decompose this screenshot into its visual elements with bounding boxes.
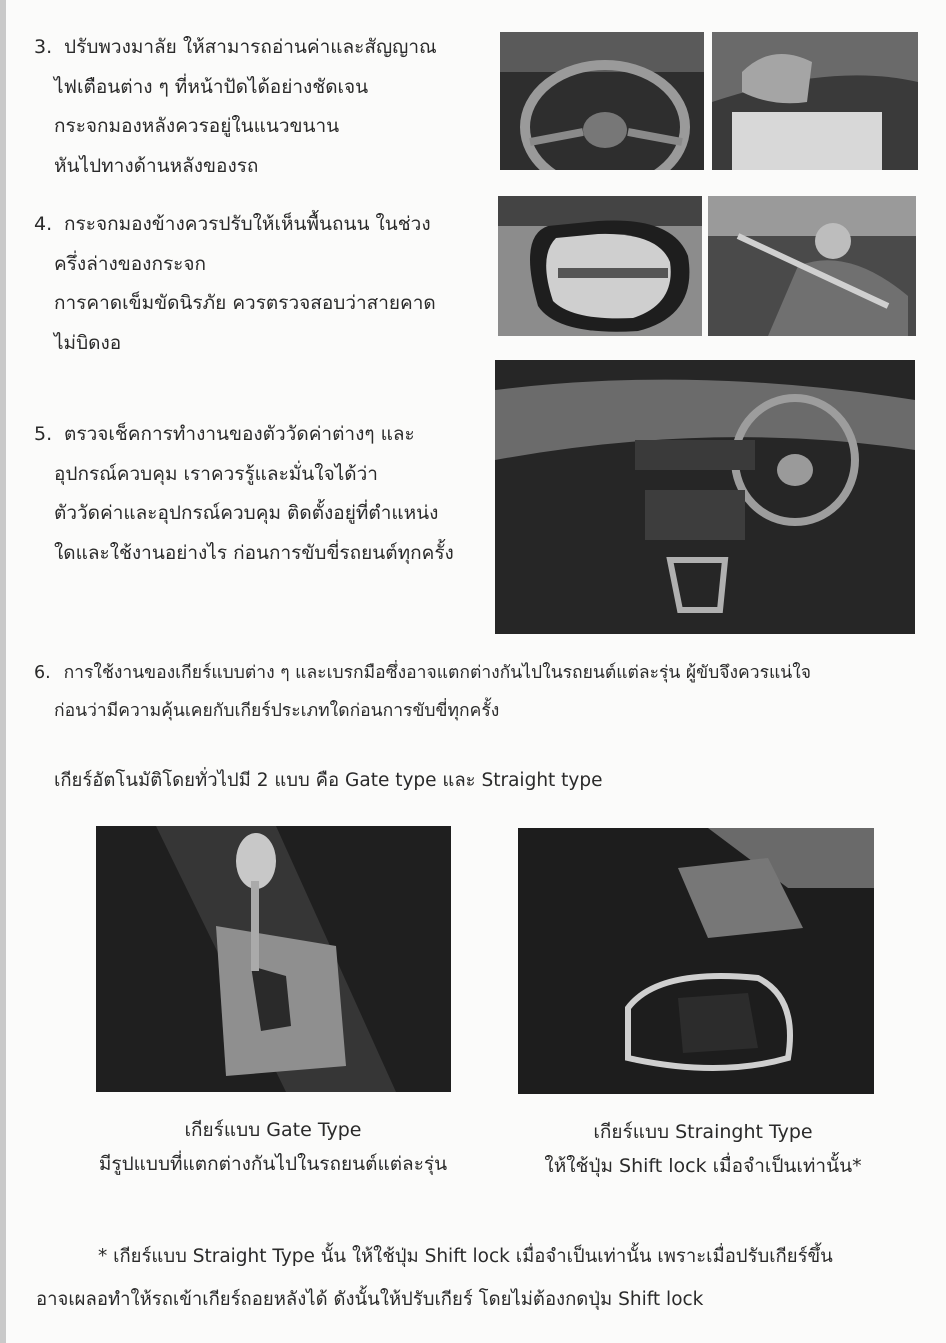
steering-wheel-photo	[500, 32, 704, 170]
gear-types-intro: เกียร์อัตโนมัติโดยทั่วไปมี 2 แบบ คือ Gate type และ Straight type	[54, 770, 603, 791]
step-3-line-4: หันไปทางด้านหลังของรถ	[54, 154, 259, 177]
gate-type-caption-desc: มีรูปแบบที่แตกต่างกันไปในรถยนต์แต่ละรุ่น	[98, 1153, 448, 1175]
step-6-number: 6.	[34, 663, 51, 683]
straight-type-caption	[500, 1115, 906, 1183]
step-3-line-1: ปรับพวงมาลัย ให้สามารถอ่านค่าและสัญญาณ	[64, 36, 437, 58]
footnote-line-1: * เกียร์แบบ Straight Type นั้น ให้ใช้ปุ่ม Shift lock เมื่อจำเป็นเท่านั้น เพราะเมื่อปรับเกียร์ขึ้น	[98, 1246, 833, 1267]
footnote-line-2: อาจเผลอทำให้รถเข้าเกียร์ถอยหลังได้ ดังนั้นให้ปรับเกียร์ โดยไม่ต้องกดปุ่ม Shift lock	[36, 1289, 704, 1310]
gate-type-caption-title: เกียร์แบบ Gate Type	[184, 1119, 362, 1141]
step-6	[34, 654, 811, 730]
step-5-number: 5.	[34, 423, 53, 445]
step-6-line-1: การใช้งานของเกียร์แบบต่าง ๆ และเบรกมือซึ่งอาจแตกต่างกันไปในรถยนต์แต่ละรุ่น ผู้ขับจึงควรแน่ใจ	[63, 663, 812, 683]
step-4-line-3: การคาดเข็มขัดนิรภัย ควรตรวจสอบว่าสายคาด	[54, 292, 436, 314]
step-5-line-2: อุปกรณ์ควบคุม เราควรรู้และมั่นใจได้ว่า	[54, 462, 378, 485]
step-3-line-3: กระจกมองหลังควรอยู่ในแนวขนาน	[54, 115, 340, 137]
rearview-mirror-photo	[712, 32, 918, 170]
straight-type-caption-desc: ให้ใช้ปุ่ม Shift lock เมื่อจำเป็นเท่านั้น*	[544, 1155, 862, 1177]
step-3	[34, 28, 437, 186]
step-3-line-2: ไฟเตือนต่าง ๆ ที่หน้าปัดได้อย่างชัดเจน	[54, 75, 369, 98]
step-4	[34, 205, 436, 363]
straight-type-caption-title: เกียร์แบบ Strainght Type	[593, 1121, 813, 1143]
step-5-line-1: ตรวจเช็คการทำงานของตัววัดค่าต่างๆ และ	[64, 423, 415, 445]
step-6-line-2: ก่อนว่ามีความคุ้นเคยกับเกียร์ประเภทใดก่อนการขับขี่ทุกครั้ง	[54, 701, 500, 721]
step-4-line-2: ครึ่งล่างของกระจก	[54, 252, 207, 275]
step-5-line-3: ตัววัดค่าและอุปกรณ์ควบคุม ติดตั้งอยู่ที่ตำแหน่ง	[54, 502, 439, 524]
step-4-line-4: ไม่บิดงอ	[54, 331, 122, 354]
seatbelt-photo	[708, 196, 916, 336]
step-3-number: 3.	[34, 36, 53, 58]
side-mirror-photo	[498, 196, 702, 336]
step-5-line-4: ใดและใช้งานอย่างไร ก่อนการขับขี่รถยนต์ทุกครั้ง	[54, 541, 454, 564]
gate-type-caption	[73, 1113, 473, 1181]
straight-type-gear-photo	[518, 828, 874, 1094]
gate-type-gear-photo	[96, 826, 451, 1092]
step-4-line-1: กระจกมองข้างควรปรับให้เห็นพื้นถนน ในช่วง	[64, 213, 431, 235]
step-5	[34, 415, 454, 573]
step-4-number: 4.	[34, 213, 53, 235]
dashboard-photo	[495, 360, 915, 634]
